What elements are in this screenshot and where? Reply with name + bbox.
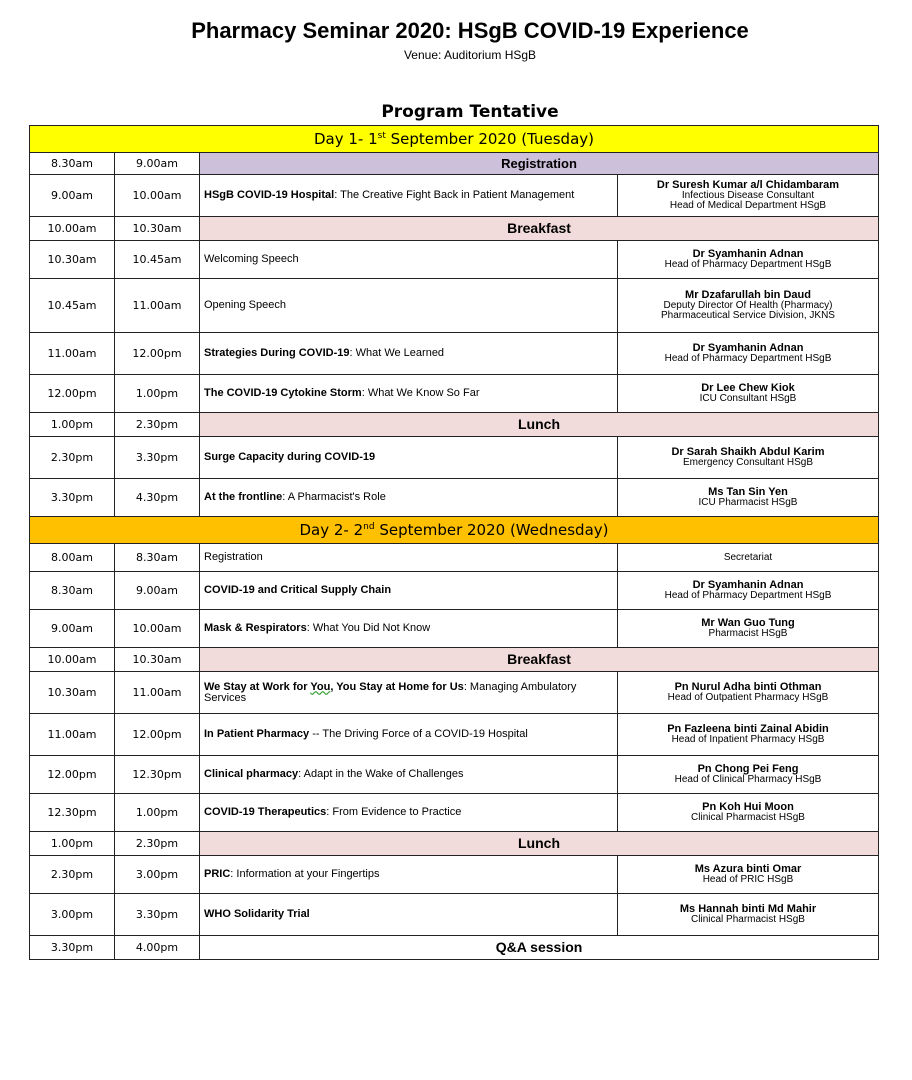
start-time: 1.00pm bbox=[30, 832, 115, 856]
speaker-name: Pn Chong Pei Feng bbox=[697, 763, 799, 775]
speaker-name: Pn Nurul Adha binti Othman bbox=[674, 681, 822, 693]
end-time: 4.30pm bbox=[115, 479, 200, 517]
end-time: 10.30am bbox=[115, 648, 200, 672]
speaker-role: Head of Inpatient Pharmacy HSgB bbox=[671, 734, 825, 745]
session-topic: COVID-19 and Critical Supply Chain bbox=[200, 572, 618, 610]
speaker-name: Dr Syamhanin Adnan bbox=[692, 248, 804, 260]
start-time: 10.00am bbox=[30, 648, 115, 672]
table-row bbox=[30, 856, 879, 894]
speaker-cell bbox=[618, 572, 879, 610]
speaker-cell bbox=[618, 333, 879, 375]
table-row bbox=[30, 437, 879, 479]
day2-header: Day 2- 2nd September 2020 (Wednesday) bbox=[30, 517, 879, 544]
day1-header: Day 1- 1st September 2020 (Tuesday) bbox=[30, 126, 879, 153]
end-time: 3.30pm bbox=[115, 894, 200, 936]
end-time: 8.30am bbox=[115, 544, 200, 572]
day2-header-row bbox=[30, 517, 879, 544]
speaker-role: ICU Consultant HSgB bbox=[699, 393, 797, 404]
table-row bbox=[30, 648, 879, 672]
table-row bbox=[30, 832, 879, 856]
session-topic: Welcoming Speech bbox=[200, 241, 618, 279]
speaker-cell bbox=[618, 175, 879, 217]
start-time: 12.00pm bbox=[30, 375, 115, 413]
speaker-cell bbox=[618, 672, 879, 714]
start-time: 10.30am bbox=[30, 241, 115, 279]
speaker-cell bbox=[618, 279, 879, 333]
start-time: 10.00am bbox=[30, 217, 115, 241]
page-title: Pharmacy Seminar 2020: HSgB COVID-19 Experience bbox=[191, 18, 749, 43]
end-time: 11.00am bbox=[115, 672, 200, 714]
end-time: 10.00am bbox=[115, 610, 200, 648]
speaker-role: Head of Medical Department HSgB bbox=[669, 200, 827, 211]
speaker-role: Clinical Pharmacist HSgB bbox=[691, 914, 805, 925]
speaker-role: Secretariat bbox=[723, 551, 773, 563]
speaker-cell bbox=[618, 794, 879, 832]
start-time: 3.30pm bbox=[30, 936, 115, 960]
end-time: 4.00pm bbox=[115, 936, 200, 960]
start-time: 9.00am bbox=[30, 610, 115, 648]
start-time: 1.00pm bbox=[30, 413, 115, 437]
speaker-cell bbox=[618, 375, 879, 413]
speaker-role: Clinical Pharmacist HSgB bbox=[691, 812, 805, 823]
start-time: 10.30am bbox=[30, 672, 115, 714]
registration-cell: Registration bbox=[200, 153, 879, 175]
end-time: 1.00pm bbox=[115, 794, 200, 832]
start-time: 12.30pm bbox=[30, 794, 115, 832]
speaker-name: Mr Dzafarullah bin Daud bbox=[685, 289, 811, 301]
speaker-cell bbox=[618, 544, 879, 572]
session-topic: COVID-19 Therapeutics: From Evidence to Practice bbox=[200, 794, 618, 832]
session-topic: Strategies During COVID-19: What We Learned bbox=[200, 333, 618, 375]
lunch-cell: Lunch bbox=[200, 832, 879, 856]
table-row bbox=[30, 894, 879, 936]
session-topic: Opening Speech bbox=[200, 279, 618, 333]
start-time: 8.00am bbox=[30, 544, 115, 572]
speaker-name: Dr Syamhanin Adnan bbox=[692, 579, 804, 591]
speaker-role: Head of Outpatient Pharmacy HSgB bbox=[667, 692, 829, 703]
session-topic: At the frontline: A Pharmacist's Role bbox=[200, 479, 618, 517]
speaker-role: Head of Pharmacy Department HSgB bbox=[664, 259, 832, 270]
speaker-name: Mr Wan Guo Tung bbox=[701, 617, 795, 629]
end-time: 3.30pm bbox=[115, 437, 200, 479]
qa-session-cell: Q&A session bbox=[200, 936, 879, 960]
speaker-role: Head of Clinical Pharmacy HSgB bbox=[674, 774, 822, 785]
end-time: 9.00am bbox=[115, 153, 200, 175]
table-row bbox=[30, 572, 879, 610]
speaker-name: Dr Sarah Shaikh Abdul Karim bbox=[671, 446, 825, 458]
session-topic: Mask & Respirators: What You Did Not Know bbox=[200, 610, 618, 648]
speaker-name: Pn Koh Hui Moon bbox=[702, 801, 794, 813]
speaker-cell bbox=[618, 756, 879, 794]
end-time: 10.45am bbox=[115, 241, 200, 279]
speaker-role: Head of Pharmacy Department HSgB bbox=[664, 353, 832, 364]
start-time: 3.00pm bbox=[30, 894, 115, 936]
speaker-name: Ms Hannah binti Md Mahir bbox=[679, 903, 817, 915]
speaker-name: Ms Azura binti Omar bbox=[694, 863, 802, 875]
end-time: 12.00pm bbox=[115, 333, 200, 375]
table-row bbox=[30, 217, 879, 241]
session-topic: The COVID-19 Cytokine Storm: What We Know So Far bbox=[200, 375, 618, 413]
speaker-cell bbox=[618, 437, 879, 479]
end-time: 10.30am bbox=[115, 217, 200, 241]
speaker-name: Pn Fazleena binti Zainal Abidin bbox=[667, 723, 829, 735]
table-row bbox=[30, 672, 879, 714]
venue: Venue: Auditorium HSgB bbox=[403, 48, 537, 62]
table-row bbox=[30, 714, 879, 756]
speaker-name: Dr Syamhanin Adnan bbox=[692, 342, 804, 354]
table-row bbox=[30, 479, 879, 517]
breakfast-cell: Breakfast bbox=[200, 648, 879, 672]
start-time: 11.00am bbox=[30, 714, 115, 756]
start-time: 10.45am bbox=[30, 279, 115, 333]
speaker-role: Infectious Disease Consultant bbox=[681, 190, 815, 201]
end-time: 12.30pm bbox=[115, 756, 200, 794]
speaker-cell bbox=[618, 714, 879, 756]
table-row bbox=[30, 175, 879, 217]
breakfast-cell: Breakfast bbox=[200, 217, 879, 241]
start-time: 9.00am bbox=[30, 175, 115, 217]
speaker-role: Deputy Director Of Health (Pharmacy) bbox=[663, 300, 833, 311]
end-time: 10.00am bbox=[115, 175, 200, 217]
table-row bbox=[30, 610, 879, 648]
speaker-cell bbox=[618, 241, 879, 279]
table-row bbox=[30, 375, 879, 413]
table-row bbox=[30, 279, 879, 333]
day1-header-row bbox=[30, 126, 879, 153]
speaker-role: Head of PRIC HSgB bbox=[702, 874, 794, 885]
end-time: 12.00pm bbox=[115, 714, 200, 756]
start-time: 2.30pm bbox=[30, 437, 115, 479]
speaker-cell bbox=[618, 479, 879, 517]
end-time: 3.00pm bbox=[115, 856, 200, 894]
speaker-cell bbox=[618, 856, 879, 894]
speaker-role: Emergency Consultant HSgB bbox=[682, 457, 814, 468]
end-time: 2.30pm bbox=[115, 832, 200, 856]
end-time: 1.00pm bbox=[115, 375, 200, 413]
table-row bbox=[30, 153, 879, 175]
session-topic: WHO Solidarity Trial bbox=[200, 894, 618, 936]
speaker-role: Pharmaceutical Service Division, JKNS bbox=[661, 310, 835, 321]
table-row bbox=[30, 333, 879, 375]
session-topic: PRIC: Information at your Fingertips bbox=[200, 856, 618, 894]
speaker-name: Dr Suresh Kumar a/l Chidambaram bbox=[656, 179, 840, 191]
start-time: 11.00am bbox=[30, 333, 115, 375]
table-row bbox=[30, 756, 879, 794]
table-row bbox=[30, 794, 879, 832]
end-time: 2.30pm bbox=[115, 413, 200, 437]
speaker-name: Ms Tan Sin Yen bbox=[708, 486, 788, 498]
speaker-role: Head of Pharmacy Department HSgB bbox=[664, 590, 832, 601]
speaker-cell bbox=[618, 610, 879, 648]
table-row bbox=[30, 544, 879, 572]
start-time: 3.30pm bbox=[30, 479, 115, 517]
table-row bbox=[30, 241, 879, 279]
table-row bbox=[30, 413, 879, 437]
session-topic: In Patient Pharmacy -- The Driving Force of a COVID-19 Hospital bbox=[200, 714, 618, 756]
program-heading: Program Tentative bbox=[381, 102, 559, 122]
end-time: 11.00am bbox=[115, 279, 200, 333]
speaker-name: Dr Lee Chew Kiok bbox=[701, 382, 795, 394]
session-topic: HSgB COVID-19 Hospital: The Creative Fight Back in Patient Management bbox=[200, 175, 618, 217]
session-topic: We Stay at Work for You, You Stay at Home for Us: Managing Ambulatory Services bbox=[200, 672, 618, 714]
start-time: 8.30am bbox=[30, 572, 115, 610]
speaker-cell bbox=[618, 894, 879, 936]
program-table bbox=[29, 125, 879, 960]
start-time: 12.00pm bbox=[30, 756, 115, 794]
start-time: 8.30am bbox=[30, 153, 115, 175]
session-topic: Surge Capacity during COVID-19 bbox=[200, 437, 618, 479]
lunch-cell: Lunch bbox=[200, 413, 879, 437]
session-topic: Clinical pharmacy: Adapt in the Wake of Challenges bbox=[200, 756, 618, 794]
start-time: 2.30pm bbox=[30, 856, 115, 894]
speaker-role: Pharmacist HSgB bbox=[708, 628, 788, 639]
speaker-role: ICU Pharmacist HSgB bbox=[698, 497, 798, 508]
end-time: 9.00am bbox=[115, 572, 200, 610]
table-row bbox=[30, 936, 879, 960]
session-topic: Registration bbox=[200, 544, 618, 572]
